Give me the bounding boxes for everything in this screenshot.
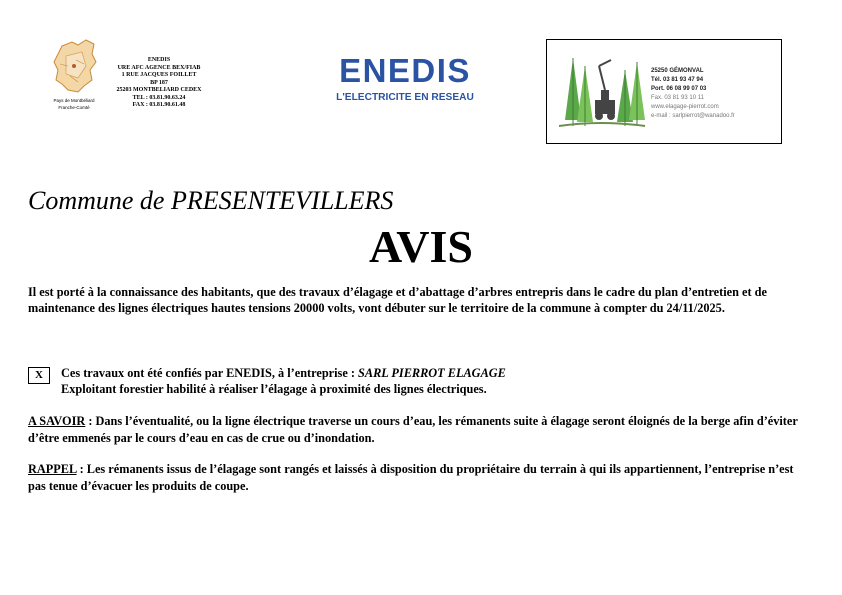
region-map-logo: [48, 36, 100, 114]
a-savoir-text: : Dans l’éventualité, ou la ligne électrique traverse un cours d’eau, les rémanents suite à élagage seront éloignés de la berge afin d’éviter d’être emmenés par le cours d’eau en cas de crue ou d’inondation.: [28, 414, 798, 445]
contractor-web: www.elagage-pierrot.com: [651, 104, 719, 110]
address-line: FAX : 03.81.90.61.48: [132, 102, 186, 108]
contractor-contact: [651, 67, 735, 121]
enedis-tagline: L'ELECTRICITE EN RESEAU: [336, 92, 474, 103]
a-savoir-paragraph: [28, 413, 800, 447]
region-caption-2: Franche-Comté: [58, 105, 90, 110]
enedis-wordmark: ENEDIS: [339, 52, 471, 89]
checkbox-marked: X: [28, 367, 50, 384]
works-line-1: Ces travaux ont été confiés par ENEDIS, à l’entreprise :: [61, 366, 359, 380]
contractor-fax: Fax. 03 81 93 10 11: [651, 95, 704, 101]
rappel-paragraph: [28, 461, 800, 495]
a-savoir-label: A SAVOIR: [28, 414, 86, 428]
contractor-city: 25250 GÉMONVAL: [651, 68, 704, 74]
contractor-tel: Tél. 03 81 93 47 94: [651, 77, 704, 83]
address-line: BP 187: [150, 79, 168, 86]
address-line: TEL : 03.81.90.63.24: [132, 94, 186, 101]
contractor-port: Port. 06 08 99 07 03: [651, 86, 707, 92]
address-line: 1 RUE JACQUES FOILLET: [121, 72, 197, 78]
rappel-text: : Les rémanents issus de l’élagage sont rangés et laissés à disposition du propriétaire du terrain à qui ils appartiennent, l’entreprise n’est pas tenue d’évacuer les produits de coupe.: [28, 462, 794, 493]
forestry-illustration: [555, 50, 647, 130]
works-line-2: Exploitant forestier habilité à réaliser l’élagage à proximité des lignes électriques.: [61, 382, 487, 396]
address-line: 25203 MONTBELIARD CEDEX: [116, 87, 202, 93]
sender-address: [98, 57, 220, 110]
contractor-card: [546, 39, 782, 144]
company-name: SARL PIERROT ELAGAGE: [358, 366, 506, 380]
works-paragraph: [61, 365, 801, 397]
address-line: ENEDIS: [147, 57, 171, 63]
rappel-label: RAPPEL: [28, 462, 77, 476]
notice-title: AVIS: [369, 221, 473, 272]
address-line: URE AFC AGENCE BEX/FIAB: [117, 64, 201, 71]
region-caption-1: Pays de Montbéliard: [53, 98, 95, 103]
intro-paragraph: Il est porté à la connaissance des habitants, que des travaux d’élagage et d’abattage d’arbres entrepris dans le cadre du plan d’entretien et de maintenance des lignes électriques hautes tensions 20000 volts, vont débuter sur le territoire de la commune à compter du 24/11/2025.: [28, 285, 767, 315]
commune-heading: Commune de PRESENTEVILLERS: [28, 186, 394, 215]
enedis-logo: [330, 48, 480, 104]
contractor-email: e-mail : sarlpierrot@wanadoo.fr: [651, 113, 735, 119]
